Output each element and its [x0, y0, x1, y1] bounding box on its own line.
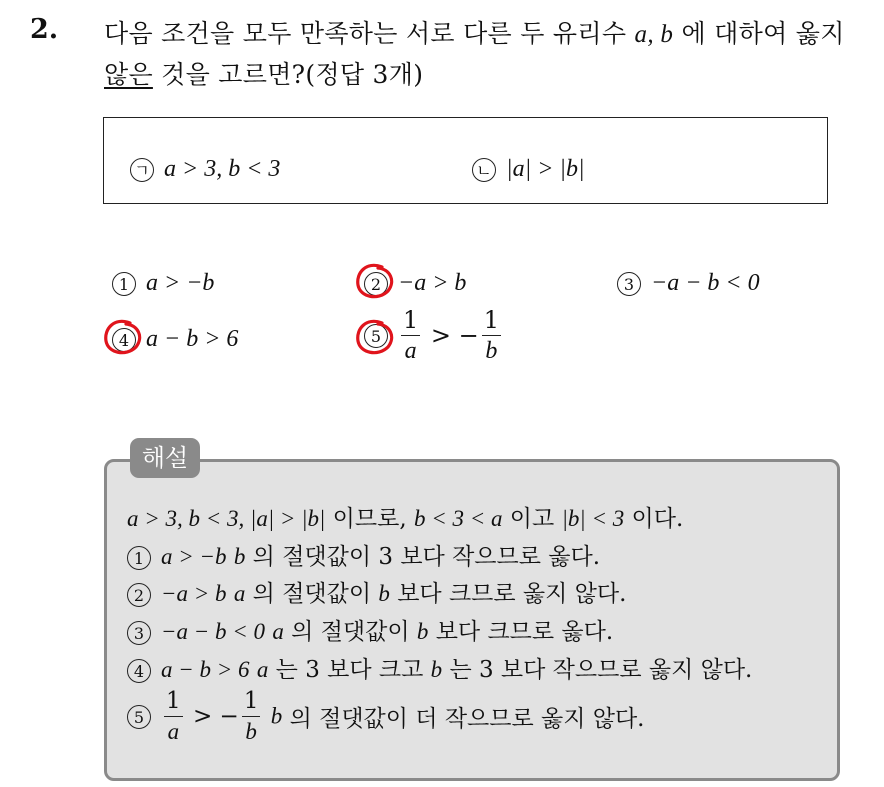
solution-line-3: 3 −a − b < 0 a 의 절댓값이 b 보다 크므로 옳다. — [127, 613, 613, 646]
choice-4[interactable] — [112, 324, 238, 353]
condition-box — [103, 117, 828, 204]
choice-1-mark: 1 — [112, 272, 136, 296]
choice-2-mark: 2 — [364, 272, 388, 296]
choice-2[interactable] — [364, 268, 466, 297]
solution-box — [104, 459, 840, 781]
condition-1-mark: ㄱ — [130, 158, 154, 182]
choice-2-text: −a > b — [398, 270, 467, 296]
solution-line-0: a > 3, b < 3, |a| > |b| 이므로, b < 3 < a 이고 |b| < 3 이다. — [127, 506, 684, 532]
solution-line-2: 2 −a > b a 의 절댓값이 b 보다 크므로 옳지 않다. — [127, 575, 626, 608]
choice-5-op: > − — [423, 321, 479, 350]
choice-4-mark: 4 — [112, 328, 136, 352]
question-text-a: 다음 조건을 모두 만족하는 서로 다른 두 유리수 — [104, 19, 627, 48]
question-line-1 — [104, 14, 845, 50]
condition-2-text: |a| > |b| — [506, 156, 585, 182]
choice-3-mark: 3 — [617, 272, 641, 296]
question-vars: a, b — [634, 21, 674, 48]
choice-4-text: a − b > 6 — [146, 326, 239, 352]
choice-1[interactable] — [112, 268, 214, 297]
question-line-2 — [104, 55, 423, 91]
solution-line-4: 4 a − b > 6 a 는 3 보다 크고 b 는 3 보다 작으므로 옳지 않다. — [127, 651, 752, 684]
question-number: 2. — [30, 14, 59, 45]
choice-5[interactable] — [364, 308, 504, 363]
choice-5-frac-2: $\frac{1}{b}$ — [483, 306, 500, 364]
question-text-rest: 것을 고르면?(정답 3개) — [161, 60, 424, 89]
solution-line-5: 5 $\frac{1}{a}$ > − $\frac{1}{b}$ b 의 절댓값이 더 작으므로 옳지 않다. — [127, 690, 645, 743]
choice-3[interactable] — [617, 268, 760, 297]
choice-1-text: a > −b — [146, 270, 215, 296]
condition-2 — [472, 154, 585, 183]
condition-1-text: a > 3, b < 3 — [164, 156, 281, 182]
choice-5-mark: 5 — [364, 324, 388, 348]
solution-line-1: 1 a > −b b 의 절댓값이 3 보다 작으므로 옳다. — [127, 538, 600, 571]
condition-2-mark: ㄴ — [472, 158, 496, 182]
choice-3-text: −a − b < 0 — [651, 270, 760, 296]
condition-1 — [130, 154, 280, 183]
solution-tab: 해설 — [130, 438, 200, 478]
question-underlined: 않은 — [104, 60, 153, 89]
choice-5-frac-1: $\frac{1}{a}$ — [403, 306, 419, 364]
question-text-b: 에 대하여 옳지 — [681, 19, 845, 48]
